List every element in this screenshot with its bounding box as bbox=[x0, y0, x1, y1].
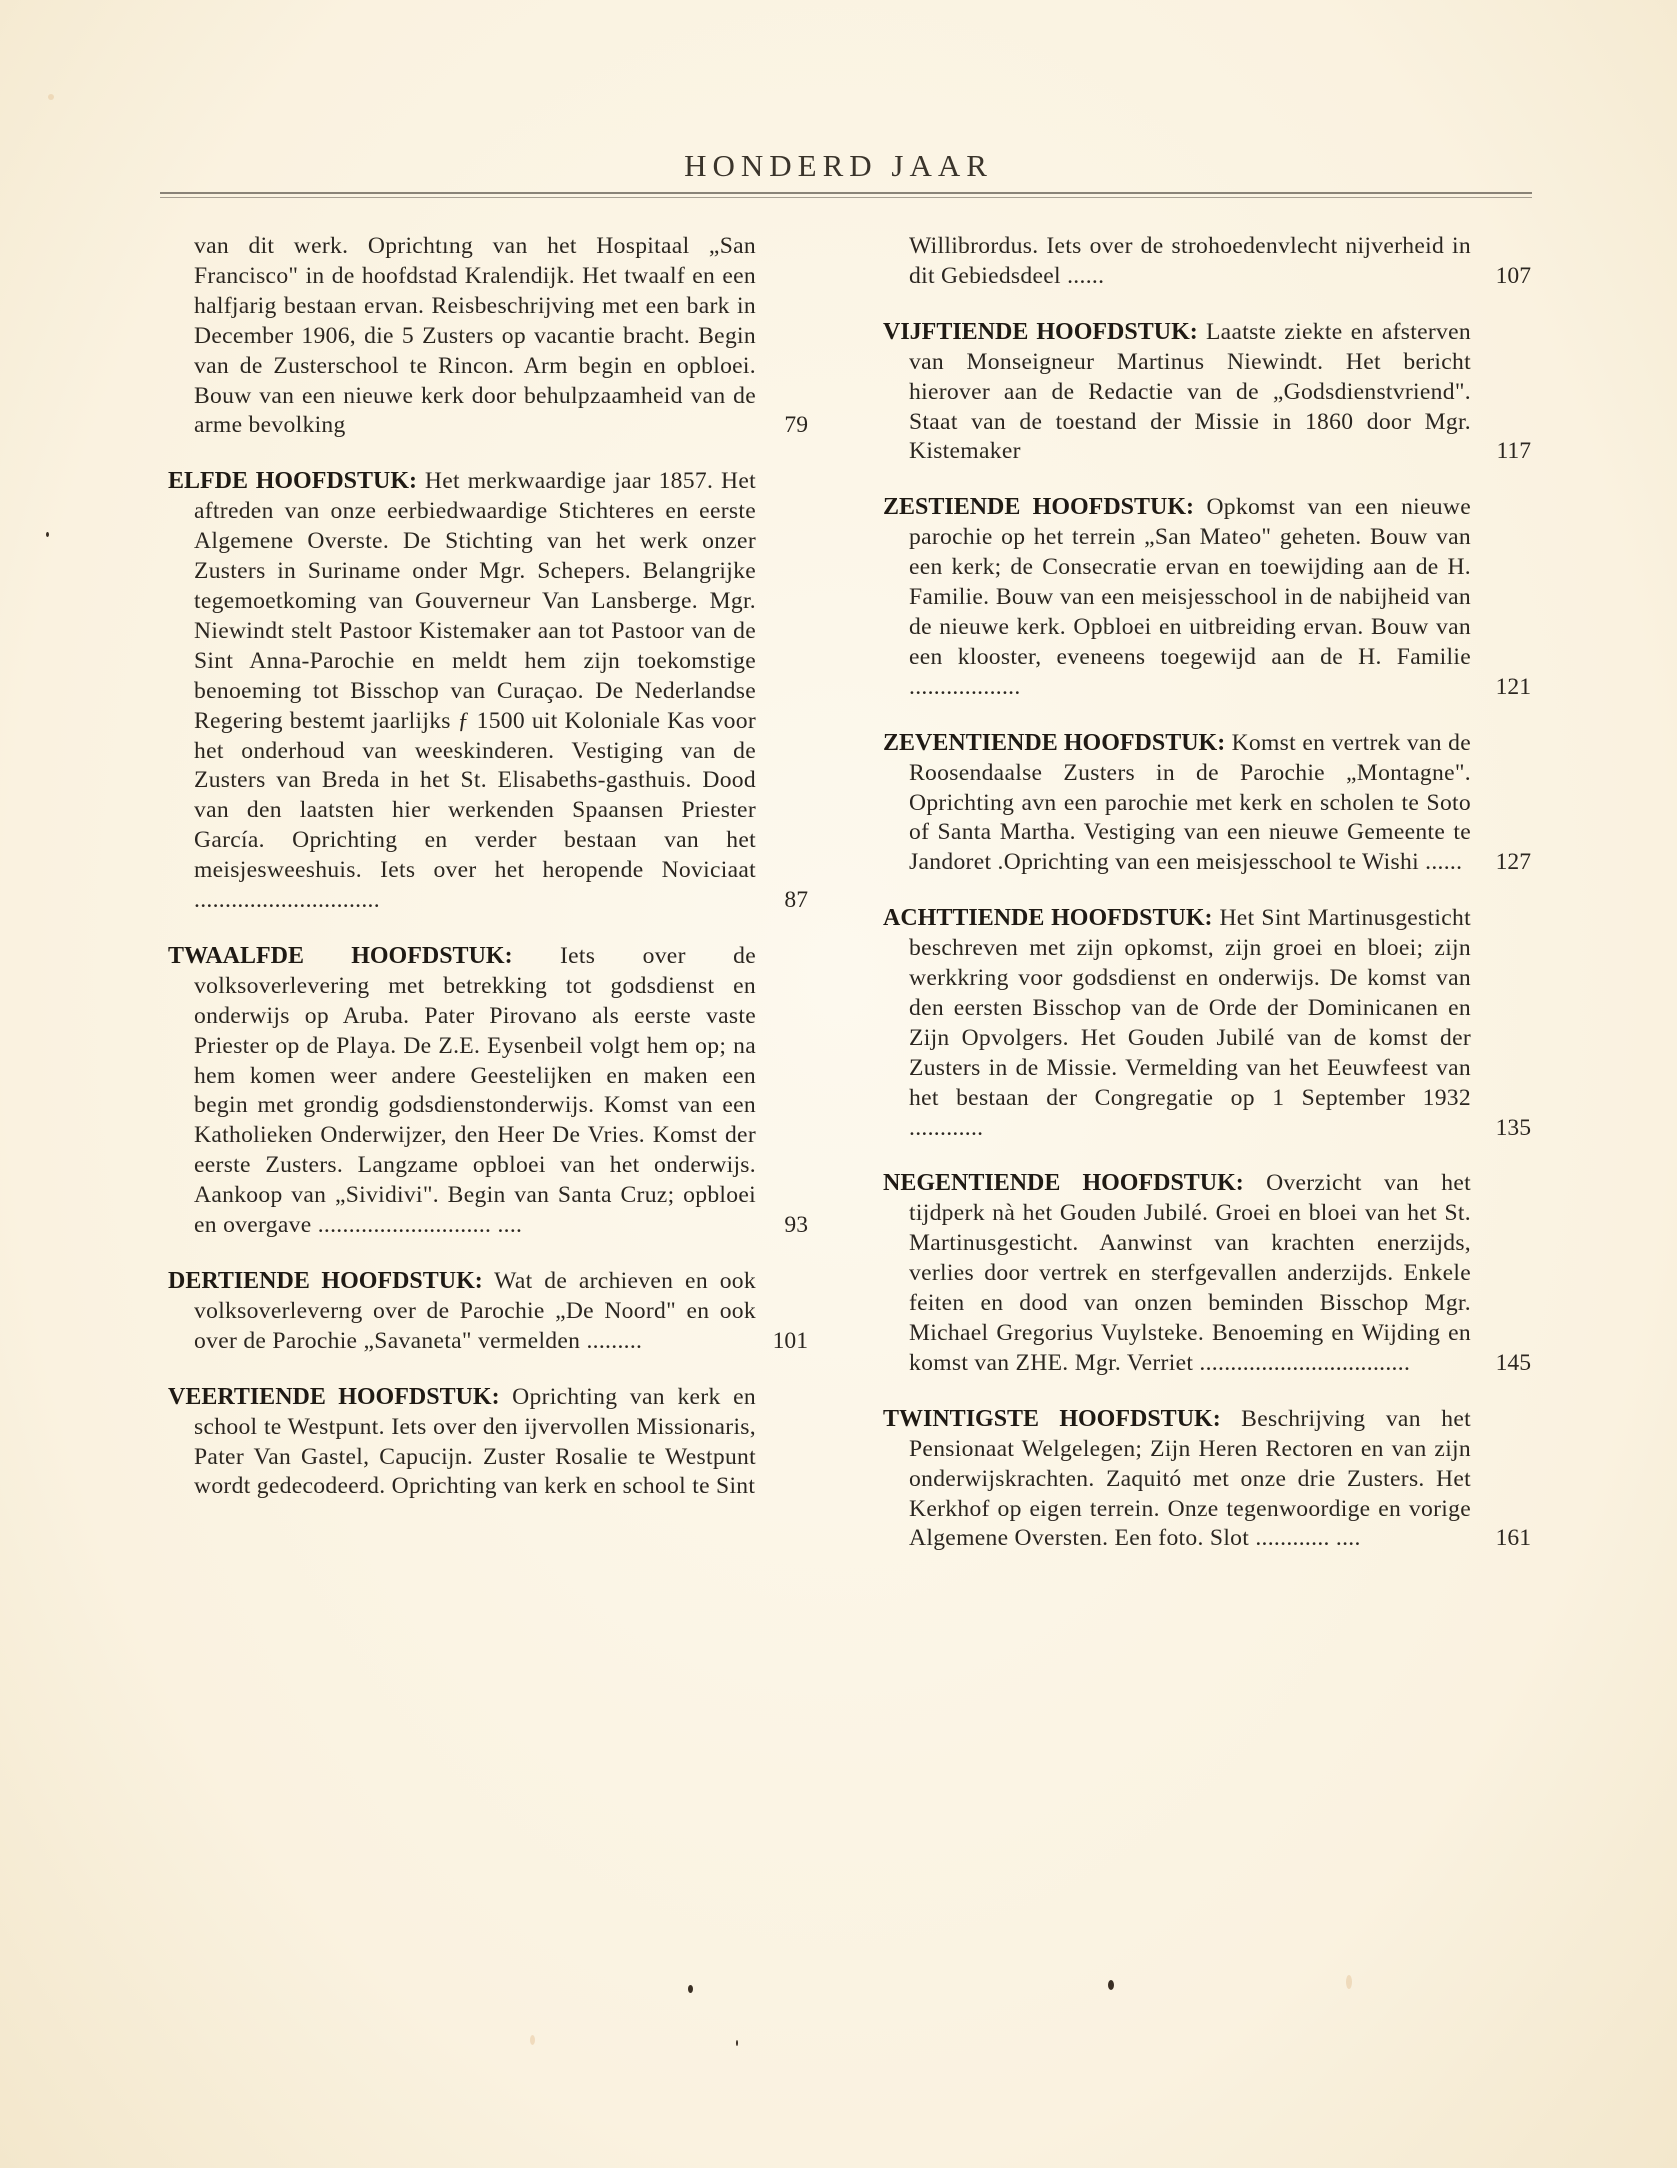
page-number: 121 bbox=[1495, 673, 1531, 700]
toc-entry bbox=[168, 942, 808, 1241]
toc-column-right bbox=[883, 232, 1531, 1580]
ink-speck bbox=[688, 1985, 693, 1993]
toc-entry-text bbox=[883, 493, 1471, 702]
chapter-description: Laatste ziekte en afsterven van Monseigneur Martinus Niewindt. Het bericht hierover aan de Redactie van de „Godsdienstvriend". Staat van de toestand der Missie in 1860 door Mgr. Kistemaker bbox=[909, 318, 1472, 465]
toc-entry bbox=[168, 1267, 808, 1357]
ink-speck bbox=[46, 532, 49, 537]
toc-entry bbox=[883, 232, 1531, 292]
foxing-stain bbox=[1346, 1975, 1352, 1989]
toc-entry bbox=[168, 467, 808, 916]
toc-entry-text bbox=[883, 1405, 1471, 1555]
toc-entry-text bbox=[168, 1267, 756, 1357]
chapter-description: Wat de archieven en ook volksoverleverng over de Parochie „De Noord" en ook over de Parochie „Savaneta" vermelden ......... bbox=[194, 1268, 756, 1354]
toc-column-left bbox=[168, 232, 808, 1528]
toc-entry bbox=[168, 232, 808, 441]
toc-entry bbox=[883, 1405, 1531, 1555]
running-head: HONDERD JAAR bbox=[684, 148, 993, 183]
toc-entry bbox=[168, 1383, 808, 1503]
page-number: 135 bbox=[1495, 1114, 1531, 1141]
toc-entry bbox=[883, 1169, 1531, 1378]
page-number: 145 bbox=[1495, 1349, 1531, 1376]
chapter-description: Oprichting van kerk en school te Westpunt. Iets over den ijvervollen Missionaris, Pater Van Gastel, Capucijn. Zuster Rosalie te Westpunt wordt gedecodeerd. Oprichting van kerk en school te Sint bbox=[194, 1383, 756, 1500]
chapter-description: Willibrordus. Iets over de strohoedenvlecht nijverheid in dit Gebiedsdeel ...... bbox=[909, 233, 1471, 289]
chapter-description: Beschrijving van het Pensionaat Welgelegen; Zijn Heren Rectoren en van zijn onderwijskrachten. Zaquitó met onze drie Zusters. Het Kerkhof op eigen terrein. Onze tegenwoordige en vorige Algemene Oversten. Een foto. Slot ............ .... bbox=[909, 1405, 1471, 1552]
toc-entry bbox=[883, 318, 1531, 468]
header-rule-thin bbox=[160, 197, 1532, 198]
toc-entry bbox=[883, 729, 1531, 879]
chapter-description: Het Sint Martinusgesticht beschreven met zijn opkomst, zijn groei en bloei; zijn werkkring voor godsdienst en onderwijs. De komst van den eersten Bisschop van de Orde der Dominicanen en Zijn Opvolgers. Het Gouden Jubilé van de komst der Zusters in de Missie. Vermelding van het Eeuwfeest van het bestaan der Congregatie op 1 September 1932 ............ bbox=[909, 905, 1471, 1141]
chapter-description: Het merkwaardige jaar 1857. Het aftreden van onze eerbiedwaardige Stichteres en eerste Algemene Overste. De Stichting van het werk onzer Zusters in Suriname onder Mgr. Schepers. Belangrijke tegemoetkoming van Gouverneur Van Lansberge. Mgr. Niewindt stelt Pastoor Kistemaker aan tot Pastoor van de Sint Anna-Parochie en meldt hem zijn toekomstige benoeming tot Bisschop van Curaçao. De Nederlandse Regering bestemt jaarlijks ƒ 1500 uit Koloniale Kas voor het onderhoud van weeskinderen. Vestiging van de Zusters van Breda in het St. Elisabeths-gasthuis. Dood van den laatsten hier werkenden Spaansen Priester García. Oprichting en verder bestaan van het meisjesweeshuis. Iets over het heropende Noviciaat .............................. bbox=[194, 468, 756, 914]
foxing-stain bbox=[530, 2035, 535, 2045]
toc-entry-text bbox=[883, 1169, 1471, 1378]
page-number: 87 bbox=[784, 887, 808, 914]
header-rule bbox=[160, 192, 1532, 194]
chapter-heading: TWINTIGSTE HOOFDSTUK: bbox=[883, 1405, 1221, 1432]
toc-entry-text bbox=[883, 729, 1471, 879]
chapter-description: Overzicht van het tijdperk nà het Gouden Jubilé. Groei en bloei van het St. Martinusgesticht. Aanwinst van krachten enerzijds, verlies door vertrek en sterfgevallen anderzijds. Enkele feiten en dood van onzen beminden Bisschop Mgr. Michael Gregorius Vuylsteke. Benoeming en Wijding en komst van ZHE. Mgr. Verriet .................................. bbox=[909, 1170, 1471, 1376]
chapter-heading: VIJFTIENDE HOOFDSTUK: bbox=[883, 318, 1198, 345]
page-number: 127 bbox=[1495, 849, 1531, 876]
toc-entry-text bbox=[168, 1383, 756, 1503]
foxing-stain bbox=[48, 94, 54, 100]
page-number: 107 bbox=[1495, 262, 1531, 289]
chapter-heading: VEERTIENDE HOOFDSTUK: bbox=[168, 1383, 500, 1410]
chapter-heading: TWAALFDE HOOFDSTUK: bbox=[168, 942, 513, 969]
chapter-heading: NEGENTIENDE HOOFDSTUK: bbox=[883, 1170, 1244, 1197]
toc-entry-text bbox=[883, 318, 1471, 468]
chapter-description: Komst en vertrek van de Roosendaalse Zusters in de Parochie „Montagne". Oprichting avn een parochie met kerk en scholen te Soto of Santa Martha. Vestiging van een nieuwe Gemeente te Jandoret .Oprichting van een meisjesschool te Wishi ...... bbox=[909, 729, 1472, 876]
chapter-heading: ACHTTIENDE HOOFDSTUK: bbox=[883, 905, 1213, 932]
chapter-description: Iets over de volksoverlevering met betrekking tot godsdienst en onderwijs op Aruba. Pater Pirovano als eerste vaste Priester op de Playa. De Z.E. Eysenbeil volgt hem op; na hem komen weer andere Geestelijken en maken een begin met grondig godsdienstonderwijs. Komst van een Katholieken Onderwijzer, den Heer De Vries. Komst der eerste Zusters. Langzame opbloei van het onderwijs. Aankoop van „Sividivi". Begin van Santa Cruz; opbloei en overgave ............................ .... bbox=[194, 942, 756, 1239]
chapter-description: Opkomst van een nieuwe parochie op het terrein „San Mateo" geheten. Bouw van een kerk; de Consecratie ervan en toewijding aan de H. Familie. Bouw van een meisjesschool in de nabijheid van de nieuwe kerk. Opbloei en uitbreiding ervan. Bouw van een klooster, eveneens toegewijd aan de H. Familie .................. bbox=[909, 494, 1471, 700]
chapter-heading: DERTIENDE HOOFDSTUK: bbox=[168, 1268, 483, 1294]
toc-entry bbox=[883, 904, 1531, 1143]
toc-entry bbox=[883, 493, 1531, 702]
toc-entry-text bbox=[168, 232, 756, 441]
chapter-heading: ZESTIENDE HOOFDSTUK: bbox=[883, 494, 1194, 521]
page-number: 101 bbox=[772, 1327, 808, 1354]
chapter-heading: ELFDE HOOFDSTUK: bbox=[168, 468, 418, 495]
page-number: 93 bbox=[784, 1212, 808, 1239]
chapter-description: van dit werk. Oprichtıng van het Hospitaal „San Francisco" in de hoofdstad Kralendijk. Het twaalf en een halfjarig bestaan ervan. Reisbeschrijving met een bark in December 1906, die 5 Zusters op vacantie bracht. Begin van de Zusterschool te Rincon. Arm begin en opbloei. Bouw van een nieuwe kerk door behulpzaamheid van de arme bevolking bbox=[194, 233, 756, 439]
toc-entry-text bbox=[883, 904, 1471, 1143]
chapter-heading: ZEVENTIENDE HOOFDSTUK: bbox=[883, 729, 1226, 756]
toc-entry-text bbox=[883, 232, 1471, 292]
ink-speck bbox=[1108, 1980, 1114, 1990]
page-number: 79 bbox=[784, 412, 808, 439]
page-number: 161 bbox=[1495, 1525, 1531, 1552]
toc-entry-text bbox=[168, 942, 756, 1241]
ink-speck bbox=[736, 2040, 738, 2046]
toc-entry-text bbox=[168, 467, 756, 916]
page-number: 117 bbox=[1496, 438, 1531, 465]
